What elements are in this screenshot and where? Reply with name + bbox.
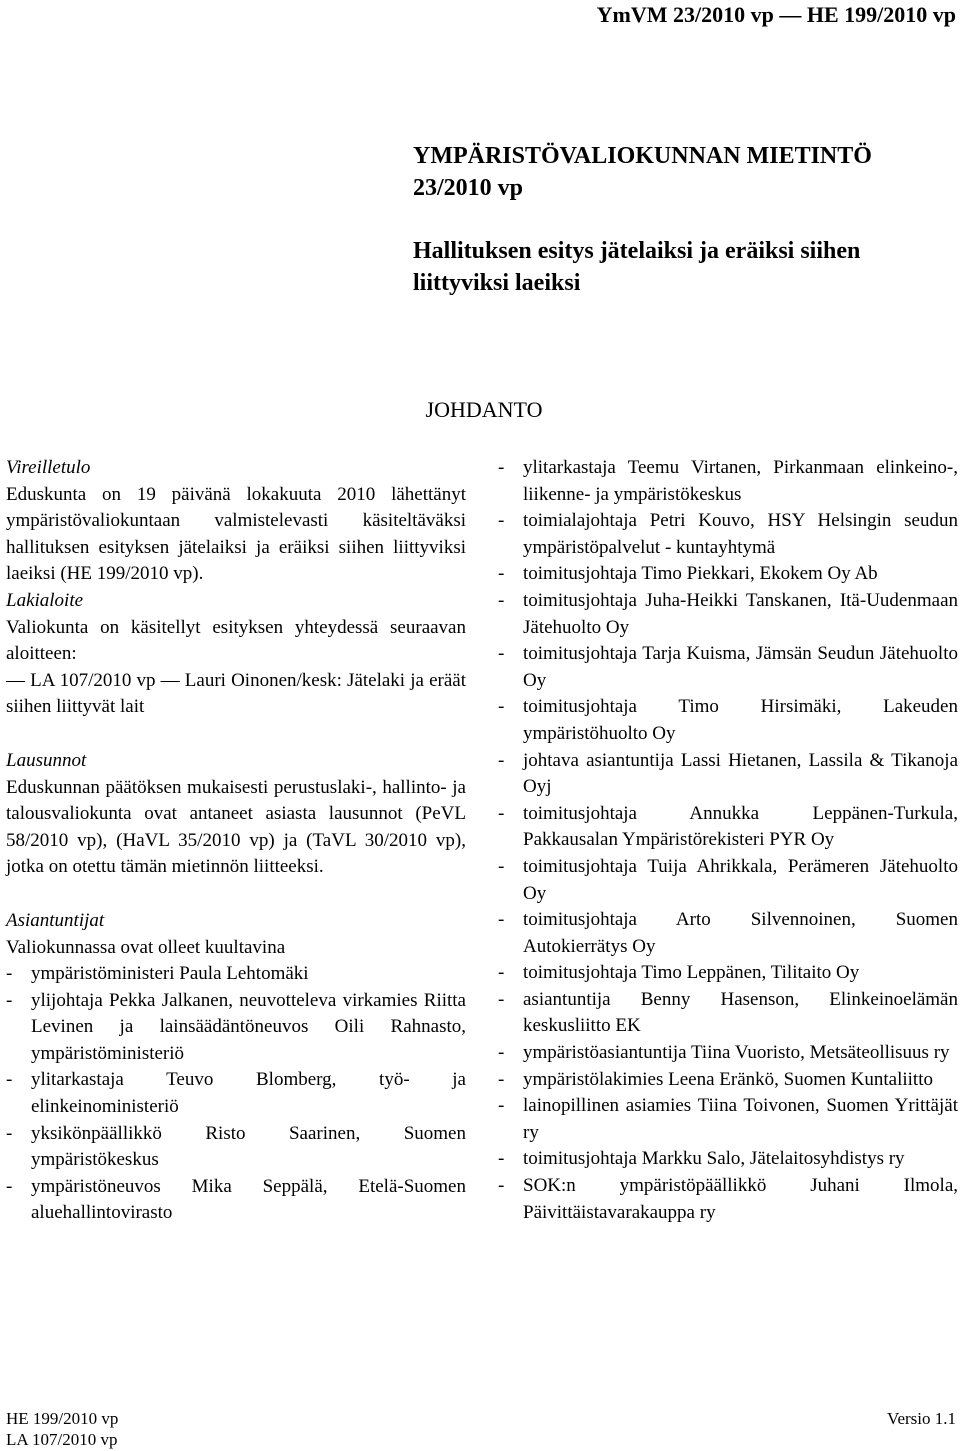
title-block	[413, 140, 953, 299]
lakialoite-item: — LA 107/2010 vp — Lauri Oinonen/kesk: Jätelaki ja eräät siihen liittyvät lait	[6, 669, 466, 718]
asiantuntijat-intro: Valiokunnassa ovat olleet kuultavina	[6, 936, 286, 958]
expert-list-item: - SOK:n ympäristöpäällikkö Juhani Ilmola, Päivittäistavarakauppa ry	[498, 1173, 958, 1226]
lakialoite-text: Valiokunta on käsitellyt esityksen yhteydessä seuraavan aloitteen:	[6, 616, 466, 665]
vireilletulo-text: Eduskunta on 19 päivänä lokakuuta 2010 lähettänyt ympäristövaliokuntaan valmistelevasti käsiteltäväksi hallituksen esityksen jätelaiksi ja eräiksi siihen liittyviksi laeiksi (HE 199/2010 vp).	[6, 483, 466, 585]
expert-list-item: - asiantuntija Benny Hasenson, Elinkeinoelämän keskusliitto EK	[498, 987, 958, 1040]
expert-list-item: - ympäristölakimies Leena Eränkö, Suomen Kuntaliitto	[498, 1067, 958, 1094]
section-heading-asiantuntijat: Asiantuntijat	[6, 909, 105, 931]
section-heading-lausunnot: Lausunnot	[6, 749, 87, 771]
expert-list-item: - ylitarkastaja Teuvo Blomberg, työ- ja elinkeinoministeriö	[6, 1067, 466, 1120]
expert-list-item: - toimitusjohtaja Juha-Heikki Tanskanen, Itä-Uudenmaan Jätehuolto Oy	[498, 588, 958, 641]
introduction-heading: JOHDANTO	[425, 397, 543, 422]
expert-list-item: - ylijohtaja Pekka Jalkanen, neuvotteleva virkamies Riitta Levinen ja lainsäädäntöneuvos Oili Rahnasto, ympäristöministeriö	[6, 988, 466, 1068]
expert-list-item: - toimitusjohtaja Timo Piekkari, Ekokem Oy Ab	[498, 561, 958, 588]
footer-version: Versio 1.1	[887, 1409, 956, 1428]
section-heading-vireilletulo: Vireilletulo	[6, 457, 91, 478]
left-column	[6, 455, 466, 1227]
expert-list-item: - johtava asiantuntija Lassi Hietanen, Lassila & Tikanoja Oyj	[498, 748, 958, 801]
expert-list-item: - toimitusjohtaja Tarja Kuisma, Jämsän Seudun Jätehuolto Oy	[498, 641, 958, 694]
expert-list-right	[498, 455, 958, 1226]
report-title: YMPÄRISTÖVALIOKUNNAN MIETINTÖ	[413, 143, 872, 169]
proposal-title: Hallituksen esitys jätelaiksi ja eräiksi siihen liittyviksi laeiksi	[413, 238, 861, 296]
section-heading-lakialoite: Lakialoite	[6, 589, 84, 611]
lausunnot-text: Eduskunnan päätöksen mukaisesti perustuslaki-, hallinto- ja talousvaliokunta ovat antaneet asiasta lausunnot (PeVL 58/2010 vp), (HaVL 35/2010 vp) ja (TaVL 30/2010 vp), jotka on otettu tämän mietinnön liitteeksi.	[6, 776, 466, 878]
expert-list-item: - toimitusjohtaja Timo Hirsimäki, Lakeuden ympäristöhuolto Oy	[498, 694, 958, 747]
right-column	[498, 455, 958, 1226]
expert-list-item: - lainopillinen asiamies Tiina Toivonen, Suomen Yrittäjät ry	[498, 1093, 958, 1146]
expert-list-item: - toimitusjohtaja Tuija Ahrikkala, Perämeren Jätehuolto Oy	[498, 854, 958, 907]
expert-list-item: - ylitarkastaja Teemu Virtanen, Pirkanmaan elinkeino-, liikenne- ja ympäristökeskus	[498, 455, 958, 508]
page-header-reference: YmVM 23/2010 vp — HE 199/2010 vp	[596, 2, 956, 27]
expert-list-item: - toimitusjohtaja Timo Leppänen, Tilitaito Oy	[498, 960, 958, 987]
expert-list-item: - ympäristöministeri Paula Lehtomäki	[6, 961, 466, 988]
expert-list-item: - yksikönpäällikkö Risto Saarinen, Suomen ympäristökeskus	[6, 1121, 466, 1174]
report-number: 23/2010 vp	[413, 175, 524, 201]
expert-list-left	[6, 961, 466, 1227]
expert-list-item: - toimitusjohtaja Markku Salo, Jätelaitosyhdistys ry	[498, 1146, 958, 1173]
footer-references	[6, 1408, 118, 1450]
expert-list-item: - toimitusjohtaja Arto Silvennoinen, Suomen Autokierrätys Oy	[498, 907, 958, 960]
footer-ref-he: HE 199/2010 vp	[6, 1409, 119, 1428]
expert-list-item: - toimialajohtaja Petri Kouvo, HSY Helsingin seudun ympäristöpalvelut - kuntayhtymä	[498, 508, 958, 561]
expert-list-item: - toimitusjohtaja Annukka Leppänen-Turkula, Pakkausalan Ympäristörekisteri PYR Oy	[498, 801, 958, 854]
expert-list-item: - ympäristöneuvos Mika Seppälä, Etelä-Suomen aluehallintovirasto	[6, 1174, 466, 1227]
expert-list-item: - ympäristöasiantuntija Tiina Vuoristo, Metsäteollisuus ry	[498, 1040, 958, 1067]
footer-ref-la: LA 107/2010 vp	[6, 1430, 118, 1449]
